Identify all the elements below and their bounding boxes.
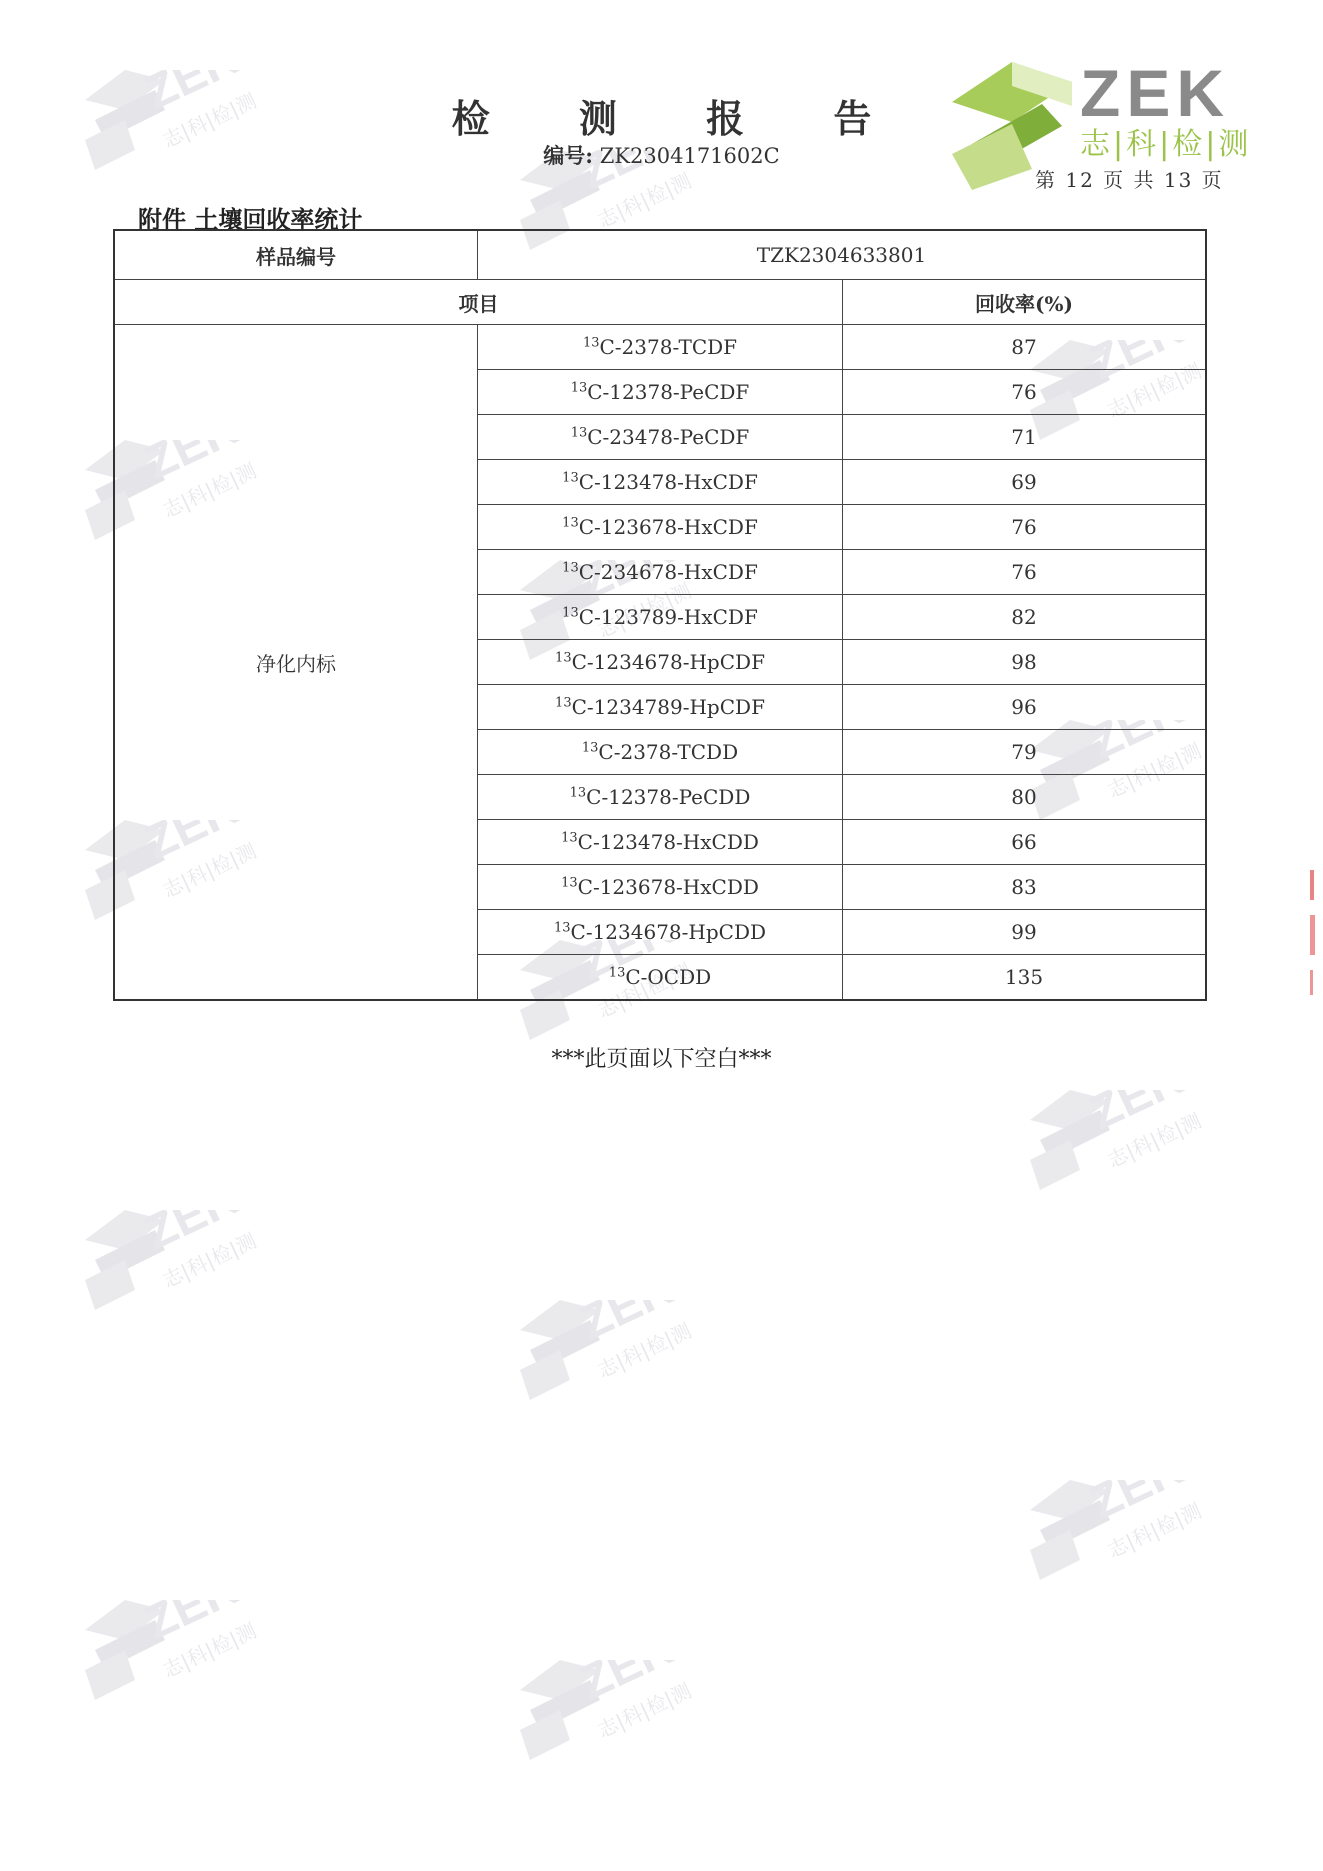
compound-name: C-123478-HxCDD [577,830,759,854]
isotope-superscript: 13 [561,875,578,891]
logo-wordmark: ZEK [1080,56,1230,130]
recovery-value: 87 [843,325,1207,370]
compound-cell [478,730,843,775]
isotope-superscript: 13 [582,335,600,351]
compound-cell [478,865,843,910]
compound-cell [478,325,843,370]
table-row [114,325,1206,370]
recovery-value: 76 [843,550,1207,595]
isotope-superscript: 13 [581,740,599,756]
report-title: 检 测 报 告 [451,96,910,141]
recovery-value: 82 [843,595,1207,640]
recovery-value: 99 [843,910,1207,955]
isotope-superscript: 13 [555,695,572,711]
compound-name: C-OCDD [625,965,712,989]
compound-name: C-12378-PeCDF [587,380,750,404]
report-number-label: 编号: [543,143,594,168]
recovery-value: 69 [843,460,1207,505]
watermark [85,1600,285,1740]
compound-name: C-123678-HxCDD [577,875,759,899]
logo-cn-name: 志|科|检|测 [1080,127,1252,162]
isotope-superscript: 13 [555,650,572,666]
watermark [1030,1090,1230,1230]
recovery-header: 回收率(%) [843,280,1207,325]
compound-name: C-2378-TCDF [599,335,738,359]
isotope-superscript: 13 [562,560,579,576]
watermark [85,1210,285,1350]
table-row [114,230,1206,280]
compound-cell [478,505,843,550]
recovery-value: 80 [843,775,1207,820]
compound-name: C-1234789-HpCDF [571,695,765,719]
compound-cell [478,595,843,640]
compound-cell [478,370,843,415]
sample-no-value: TZK2304633801 [478,230,1207,280]
compound-name: C-1234678-HpCDF [571,650,765,674]
recovery-value: 76 [843,505,1207,550]
blank-page-note: ***此页面以下空白*** [551,1047,772,1072]
compound-name: C-12378-PeCDD [586,785,751,809]
recovery-value: 135 [843,955,1207,1001]
isotope-superscript: 13 [553,920,571,936]
compound-cell [478,415,843,460]
compound-name: C-123789-HxCDF [578,605,758,629]
recovery-value: 98 [843,640,1207,685]
compound-cell [478,550,843,595]
appendix-title: 附件 土壤回收率统计 [138,205,363,234]
isotope-superscript: 13 [608,965,626,981]
page-count: 第 12 页 共 13 页 [1035,168,1224,192]
recovery-table [113,229,1207,1001]
recovery-value: 76 [843,370,1207,415]
compound-name: C-1234678-HpCDD [570,920,767,944]
isotope-superscript: 13 [562,605,579,621]
recovery-value: 83 [843,865,1207,910]
compound-name: C-123478-HxCDF [578,470,758,494]
item-header: 项目 [114,280,843,325]
compound-cell [478,910,843,955]
compound-cell [478,685,843,730]
isotope-superscript: 13 [570,425,588,441]
isotope-superscript: 13 [570,380,588,396]
recovery-value: 79 [843,730,1207,775]
table-row [114,280,1206,325]
seal-fragment [1310,870,1316,1010]
compound-cell [478,955,843,1001]
report-number-value: ZK2304171602C [599,144,780,168]
compound-cell [478,460,843,505]
watermark [520,1660,720,1800]
group-label: 净化内标 [114,325,478,1001]
compound-cell [478,820,843,865]
compound-name: C-234678-HxCDF [578,560,758,584]
compound-cell [478,775,843,820]
watermark [1030,1480,1230,1620]
compound-cell [478,640,843,685]
isotope-superscript: 13 [562,470,579,486]
sample-no-label: 样品编号 [114,230,478,280]
recovery-value: 71 [843,415,1207,460]
watermark [520,1300,720,1440]
isotope-superscript: 13 [569,785,587,801]
recovery-value: 66 [843,820,1207,865]
compound-name: C-2378-TCDD [598,740,739,764]
isotope-superscript: 13 [561,830,578,846]
compound-name: C-23478-PeCDF [587,425,750,449]
compound-name: C-123678-HxCDF [578,515,758,539]
isotope-superscript: 13 [562,515,579,531]
recovery-value: 96 [843,685,1207,730]
